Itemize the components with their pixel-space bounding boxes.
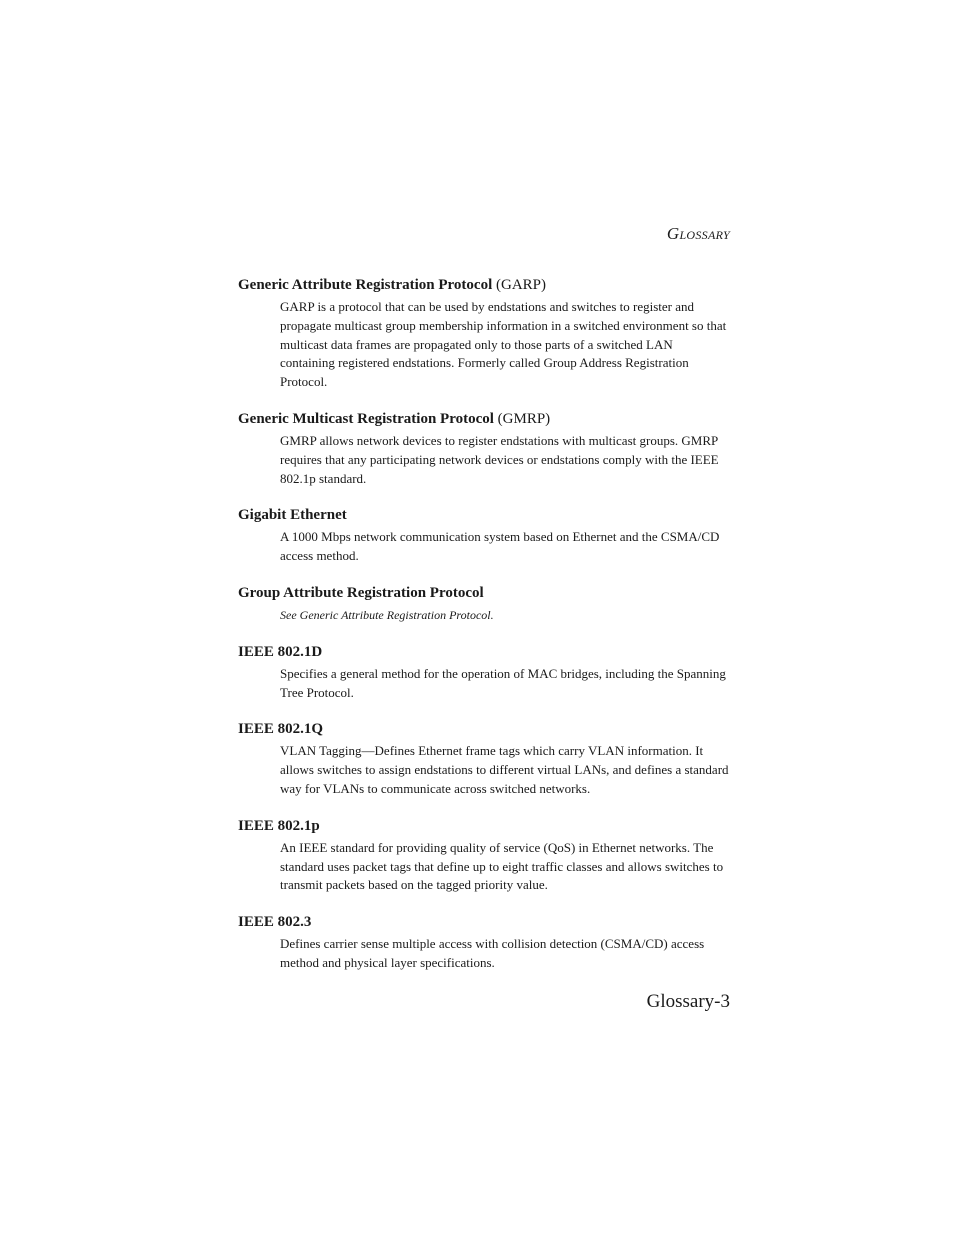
glossary-entries	[238, 276, 730, 991]
glossary-term: IEEE 802.1p	[238, 817, 320, 834]
glossary-definition: Specifies a general method for the operation of MAC bridges, including the Spanning Tree Protocol.	[280, 665, 726, 700]
glossary-entry	[238, 913, 730, 973]
glossary-term: IEEE 802.1D	[238, 643, 323, 660]
glossary-definition: GMRP allows network devices to register endstations with multicast groups. GMRP requires that any participating network devices or endstations comply with the IEEE 802.1p standard.	[280, 432, 719, 486]
glossary-term: Gigabit Ethernet	[238, 507, 347, 524]
glossary-cross-reference: See Generic Attribute Registration Protocol.	[280, 607, 494, 622]
header-initial: G	[666, 224, 680, 243]
glossary-entry	[238, 643, 730, 703]
glossary-term: Generic Multicast Registration Protocol (GMRP)	[238, 410, 551, 427]
running-header	[667, 224, 730, 244]
page-number: Glossary-3	[646, 991, 730, 1012]
glossary-definition: A 1000 Mbps network communication system based on Ethernet and the CSMA/CD access method.	[280, 529, 720, 564]
glossary-definition: VLAN Tagging—Defines Ethernet frame tags which carry VLAN information. It allows switches to assign endstations to different virtual LANs, and defines a standard way for VLANs to communicate across switched networks.	[280, 743, 729, 796]
glossary-definition: Defines carrier sense multiple access with collision detection (CSMA/CD) access method and physical layer specifications.	[280, 936, 705, 970]
glossary-entry	[238, 410, 730, 488]
glossary-term: IEEE 802.3	[238, 914, 312, 931]
glossary-definition: GARP is a protocol that can be used by endstations and switches to register and propagate multicast group membership information in a switched environment so that multicast data frames are propagated only to those parts of a switched LAN containing registered endstations. Formerly called Group Address Registration Protocol.	[280, 299, 727, 390]
glossary-term: IEEE 802.1Q	[238, 721, 324, 738]
glossary-definition: An IEEE standard for providing quality of service (QoS) in Ethernet networks. The standard uses packet tags that define up to eight traffic classes and allows switches to transmit packets based on the tagged priority value.	[280, 839, 724, 893]
glossary-entry	[238, 506, 730, 566]
glossary-term: Generic Attribute Registration Protocol (GARP)	[238, 277, 547, 293]
header-rest: LOSSARY	[679, 228, 730, 242]
glossary-entry	[238, 720, 730, 798]
glossary-entry	[238, 584, 730, 625]
glossary-term: Group Attribute Registration Protocol	[238, 584, 484, 601]
glossary-entry	[238, 817, 730, 895]
glossary-entry	[238, 276, 730, 392]
